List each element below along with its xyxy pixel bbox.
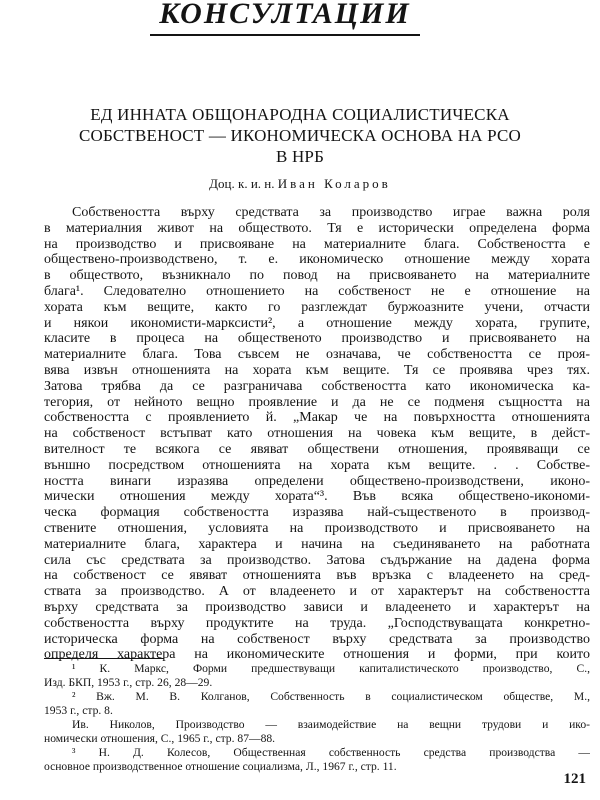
author-name: Иван Коларов [277,176,391,191]
body-line: мически отношения между хората“³. Във всяка обществено-икономи- [44,489,590,505]
article-title-line: ЕД ИННАТА ОБЩОНАРОДНА СОЦИАЛИСТИЧЕСКА [90,105,510,124]
body-line: ствените отношения, условията на производството и присвояването на [44,520,590,536]
body-line: върху средствата за производство зависи и владеенето и характерът на [44,599,590,615]
body-line: материалните блага, характера и начина на съединяването на работната [44,536,590,552]
body-line: ческа формация собствеността изразява най-същественото в производ- [44,505,590,521]
footnote-divider [44,658,164,659]
body-line: и някои икономисти-марксисти², а отношение между хората, групите, [44,315,590,331]
footnote-line: основное производственное отношение социализма, Л., 1967 г., стр. 11. [44,760,397,773]
body-line: тегория, от нейното вещно проявление и да не се подменя същността на [44,394,590,410]
body-line: ствата за производство. А от владеенето и от характерът на собствеността [44,584,590,600]
article-title-line: СОБСТВЕНОСТ — ИКОНОМИЧЕСКА ОСНОВА НА РСО [79,126,521,145]
article-title-line: В НРБ [275,147,325,166]
footnote-line: 1953 г., стр. 8. [44,704,113,717]
body-line: собствеността с проявлението й. „Макар че на повърхността отношенията [44,410,590,426]
body-line: в материалния живот на обществото. Тя е исторически определена форма [44,220,590,236]
body-line: историческа форма на собственост върху средствата за производство [44,631,590,647]
article-author [60,176,540,192]
body-line: собствеността върху продуктите на труда. „Господствуващата конкретно- [44,615,590,631]
body-line: вява извън отношенията на хората към вещите. Тя се проявява чрез тях. [44,362,590,378]
footnote-line: ¹ К. Маркс, Форми предшествуващи капиталистическото производство, С., [72,662,590,675]
body-line: класите в процеса на общественото производство и присвояването на [44,331,590,347]
body-line: хората към вещите, както го разглеждат буржоазните учени, отчасти [44,299,590,315]
section-title: КОНСУЛТАЦИИ [159,0,411,30]
body-line: на собственост се явяват отношенията във връзка с владеенето на сред- [44,568,590,584]
footnotes [44,662,590,774]
body-line: на собственост встъпват като отношения на човека към вещите, в дейст- [44,426,590,442]
article-body [44,205,590,663]
footnote-line: ² Вж. М. В. Колганов, Собственность в социалистическом обществе, М., [72,690,590,703]
page-number: 121 [563,771,586,787]
body-line: определя характера на икономическите отношения и форми, при които [44,647,590,663]
section-header [150,0,420,36]
body-line: ността винаги изразява определени обществено-производствени, иконо- [44,473,590,489]
body-line: вителност те всякога се явяват обществени отношения, проявяващи се [44,441,590,457]
body-line: сила със средствата за производство. Затова съдържание на дадена форма [44,552,590,568]
footnote-line: Ив. Николов, Производство — взаимодействие на вещни трудови и ико- [72,718,590,731]
article-title [60,104,540,167]
footnote-line: ³ Н. Д. Колесов, Общественная собственность средства производства — [72,746,590,759]
body-line: Затова трябва да се разграничава собствеността като икономическа ка- [44,378,590,394]
body-line: външно посредством отношенията на хората към вещите. . . Собстве- [44,457,590,473]
body-line: материалните блага. Това съвсем не означава, че собствеността се проя- [44,347,590,363]
body-line: в обществото, възникнало по повод на присвояването на материалните [44,268,590,284]
body-line: Собствеността върху средствата за производство играе важна роля [72,205,590,220]
author-prefix: Доц. к. и. н. [209,176,275,191]
body-line: блага¹. Следователно отношението на собственост не е отношение на [44,283,590,299]
body-line: на производство и присвояване на материалните блага. Собствеността е [44,236,590,252]
footnote-line: номически отношения, С., 1965 г., стр. 87—88. [44,732,276,745]
body-line: обществено-производствено, т. е. икономическо отношение между хората [44,252,590,268]
footnote-line: Изд. БКП, 1953 г., стр. 26, 28—29. [44,676,213,689]
